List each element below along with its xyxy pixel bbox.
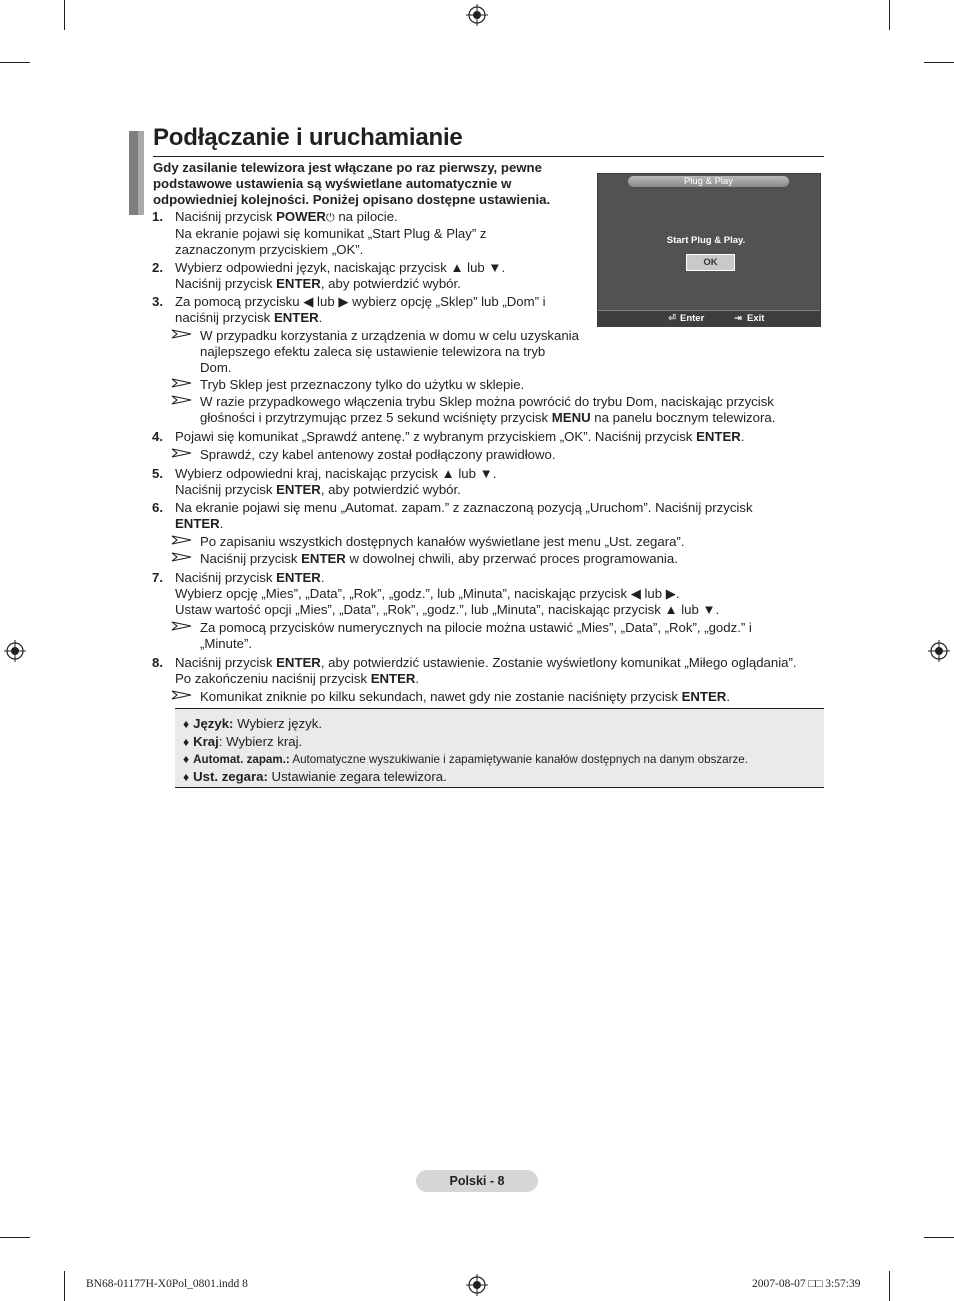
title-divider (153, 156, 824, 157)
crop-mark (0, 1237, 30, 1238)
footer-timestamp: 2007-08-07 □□ 3:57:39 (752, 1278, 861, 1290)
list-item: ♦ Kraj: Wybierz kraj. (183, 734, 303, 749)
note: Za pomocą przycisków numerycznych na pilocie można ustawić „Mies”, „Data”, „Rok”, „godz.” i „Minute”. (175, 620, 830, 652)
list-item: 2. Wybierz odpowiedni język, naciskając przycisk ▲ lub ▼. Naciśnij przycisk ENTER, aby potwierdzić wybór. (152, 260, 506, 291)
registration-mark-icon (4, 640, 26, 662)
list-item: 8. Naciśnij przycisk ENTER, aby potwierdzić ustawienie. Zostanie wyświetlony komunikat „Miłego oglądania”. Po zakończeniu naciśnij przycisk ENTER. (152, 655, 797, 686)
crop-mark (924, 62, 954, 63)
note-arrow-icon (171, 395, 193, 405)
list-item: ♦ Język: Wybierz język. (183, 716, 322, 731)
list-item: 6. Na ekranie pojawi się menu „Automat. zapam.” z zaznaczoną pozycją „Uruchom”. Naciśnij przycisk ENTER. (152, 500, 753, 531)
note: Naciśnij przycisk ENTER w dowolnej chwili, aby przerwać proces programowania. (175, 551, 830, 567)
intro-text: Gdy zasilanie telewizora jest włączane po raz pierwszy, pewne podstawowe ustawienia są wyświetlane automatycznie w odpowiedniej kolejności. Poniżej opisano dostępne ustawienia. (153, 160, 551, 207)
settings-summary-box (175, 708, 824, 788)
title-accent-bar (138, 131, 144, 215)
crop-mark (889, 0, 890, 30)
step-number: 7. (152, 570, 163, 585)
note-arrow-icon (171, 552, 193, 562)
step-number: 8. (152, 655, 163, 670)
registration-mark-icon (928, 640, 950, 662)
tv-screen-message: Start Plug & Play. (666, 235, 746, 246)
registration-mark-icon (466, 4, 488, 26)
crop-mark (64, 1271, 65, 1301)
note: W razie przypadkowego włączenia trybu Sklep można powrócić do trybu Dom, naciskając przycisk głośności i przytrzymując przez 5 sekund wciśnięty przycisk MENU na panelu bocznym telewizora. (175, 394, 830, 426)
list-item: 1. Naciśnij przycisk POWER⏻ na pilocie. Na ekranie pojawi się komunikat „Start Plug & Play” z zaznaczonym przyciskiem „OK”. (152, 209, 487, 257)
note-arrow-icon (171, 621, 193, 631)
crop-mark (64, 0, 65, 30)
registration-mark-icon (466, 1274, 488, 1296)
diamond-bullet-icon: ♦ (183, 770, 190, 784)
footer-file-name: BN68-01177H-X0Pol_0801.indd 8 (86, 1278, 248, 1290)
steps-list (150, 209, 830, 706)
step-number: 5. (152, 466, 163, 481)
step-number: 4. (152, 429, 163, 444)
note-arrow-icon (171, 690, 193, 700)
exit-icon: ⇥ (734, 313, 742, 324)
list-item: 5. Wybierz odpowiedni kraj, naciskając przycisk ▲ lub ▼. Naciśnij przycisk ENTER, aby potwierdzić wybór. (152, 466, 497, 497)
list-item: ♦ Ust. zegara: Ustawianie zegara telewizora. (183, 769, 447, 784)
tv-exit-label: Exit (747, 313, 765, 324)
list-item: ♦ Automat. zapam.: Automatyczne wyszukiwanie i zapamiętywanie kanałów dostępnych na danym obszarze. (183, 752, 748, 766)
note: W przypadku korzystania z urządzenia w domu w celu uzyskania najlepszego efektu zaleca się ustawienie telewizora na tryb Dom. (175, 328, 830, 376)
power-icon: ⏻ (325, 212, 335, 224)
diamond-bullet-icon: ♦ (183, 717, 190, 731)
step-number: 6. (152, 500, 163, 515)
tv-enter-label: Enter (680, 313, 705, 324)
tv-ok-button: OK (686, 254, 735, 271)
note-arrow-icon (171, 378, 193, 388)
note: Komunikat zniknie po kilku sekundach, nawet gdy nie zostanie naciśnięty przycisk ENTER. (175, 689, 830, 705)
list-item: 3. Za pomocą przycisku ◀ lub ▶ wybierz opcję „Sklep” lub „Dom” i naciśnij przycisk ENTER. (152, 294, 546, 325)
note-arrow-icon (171, 329, 193, 339)
diamond-bullet-icon: ♦ (183, 752, 190, 766)
crop-mark (0, 62, 30, 63)
enter-icon: ⏎ (668, 313, 676, 324)
page-title: Podłączanie i uruchamianie (153, 124, 463, 151)
diamond-bullet-icon: ♦ (183, 735, 190, 749)
step-number: 3. (152, 294, 163, 309)
page-number-badge: Polski - 8 (416, 1170, 538, 1192)
note-arrow-icon (171, 448, 193, 458)
list-item: 4. Pojawi się komunikat „Sprawdź antenę.” z wybranym przyciskiem „OK”. Naciśnij przycisk ENTER. (152, 429, 745, 444)
list-item: 7. Naciśnij przycisk ENTER. Wybierz opcję „Mies”, „Data”, „Rok”, „godz.”, lub „Minuta”, naciskając przycisk ◀ lub ▶. Ustaw wartość opcji „Mies”, „Data”, „Rok”, „godz.”, lub „Minuta”, naciskając przycisk ▲ lub ▼. (152, 570, 720, 617)
note: Sprawdź, czy kabel antenowy został podłączony prawidłowo. (175, 447, 830, 463)
tv-screen-header: Plug & Play (628, 176, 789, 187)
note-arrow-icon (171, 535, 193, 545)
step-number: 2. (152, 260, 163, 275)
crop-mark (889, 1271, 890, 1301)
note: Tryb Sklep jest przeznaczony tylko do użytku w sklepie. (175, 377, 830, 393)
note: Po zapisaniu wszystkich dostępnych kanałów wyświetlane jest menu „Ust. zegara”. (175, 534, 830, 550)
step-number: 1. (152, 209, 163, 224)
crop-mark (924, 1237, 954, 1238)
